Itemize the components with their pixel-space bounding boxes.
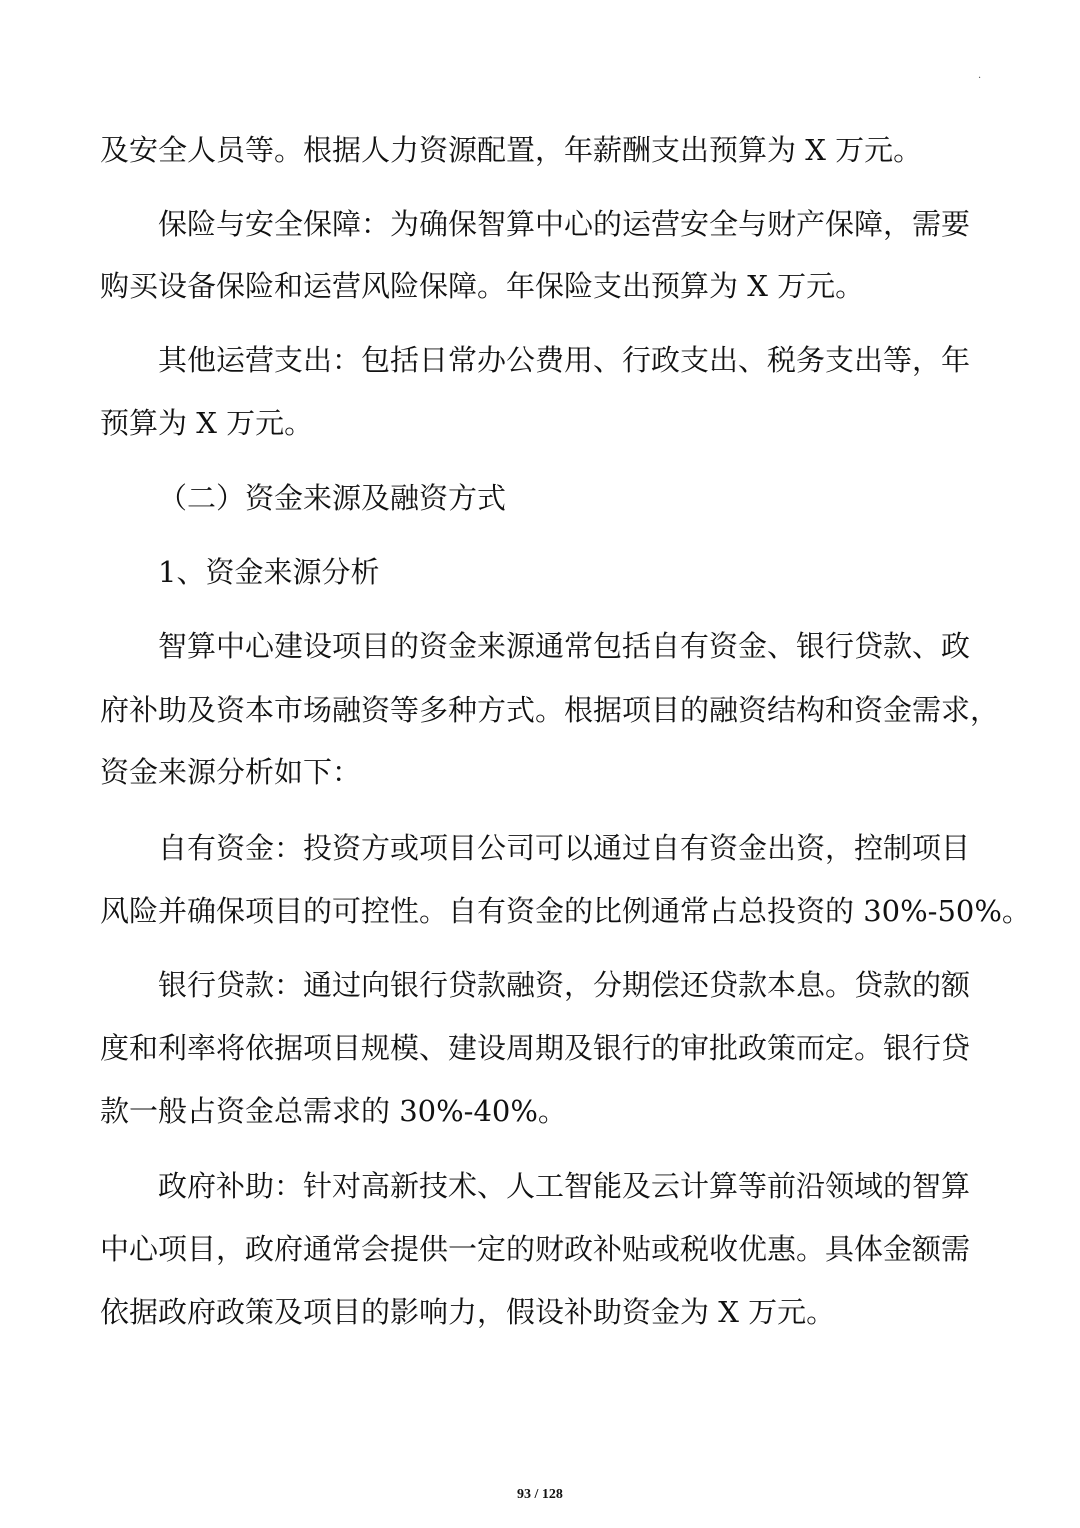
paragraph-line: 自有资金：投资方或项目公司可以通过自有资金出资，控制项目 (158, 831, 971, 865)
subsection-heading: 1、资金来源分析 (158, 555, 380, 589)
paragraph-line: 款一般占资金总需求的 30%-40%。 (100, 1094, 567, 1128)
paragraph-line: 度和利率将依据项目规模、建设周期及银行的审批政策而定。银行贷 (100, 1031, 971, 1065)
paragraph-line: 智算中心建设项目的资金来源通常包括自有资金、银行贷款、政 (158, 629, 971, 663)
paragraph-line: 资金来源分析如下： (100, 755, 362, 789)
section-heading: （二）资金来源及融资方式 (158, 481, 507, 515)
paragraph-line: 政府补助：针对高新技术、人工智能及云计算等前沿领域的智算 (158, 1169, 971, 1203)
paragraph-line: 中心项目，政府通常会提供一定的财政补贴或税收优惠。具体金额需 (100, 1232, 971, 1266)
paragraph-line: 风险并确保项目的可控性。自有资金的比例通常占总投资的 30%-50%。 (100, 894, 1031, 928)
paragraph-line: 银行贷款：通过向银行贷款融资，分期偿还贷款本息。贷款的额 (158, 968, 971, 1002)
paragraph-line: 其他运营支出：包括日常办公费用、行政支出、税务支出等，年 (158, 343, 971, 377)
corner-mark: · (978, 73, 982, 84)
paragraph-line: 保险与安全保障：为确保智算中心的运营安全与财产保障，需要 (158, 207, 971, 241)
paragraph-line: 依据政府政策及项目的影响力，假设补助资金为 X 万元。 (100, 1295, 836, 1329)
paragraph-line: 府补助及资本市场融资等多种方式。根据项目的融资结构和资金需求， (100, 693, 1000, 727)
paragraph-line: 购买设备保险和运营风险保障。年保险支出预算为 X 万元。 (100, 269, 865, 303)
page-number: 93 / 128 (517, 1487, 563, 1502)
paragraph-line: 预算为 X 万元。 (100, 406, 314, 440)
paragraph-line: 及安全人员等。根据人力资源配置，年薪酬支出预算为 X 万元。 (100, 133, 923, 167)
